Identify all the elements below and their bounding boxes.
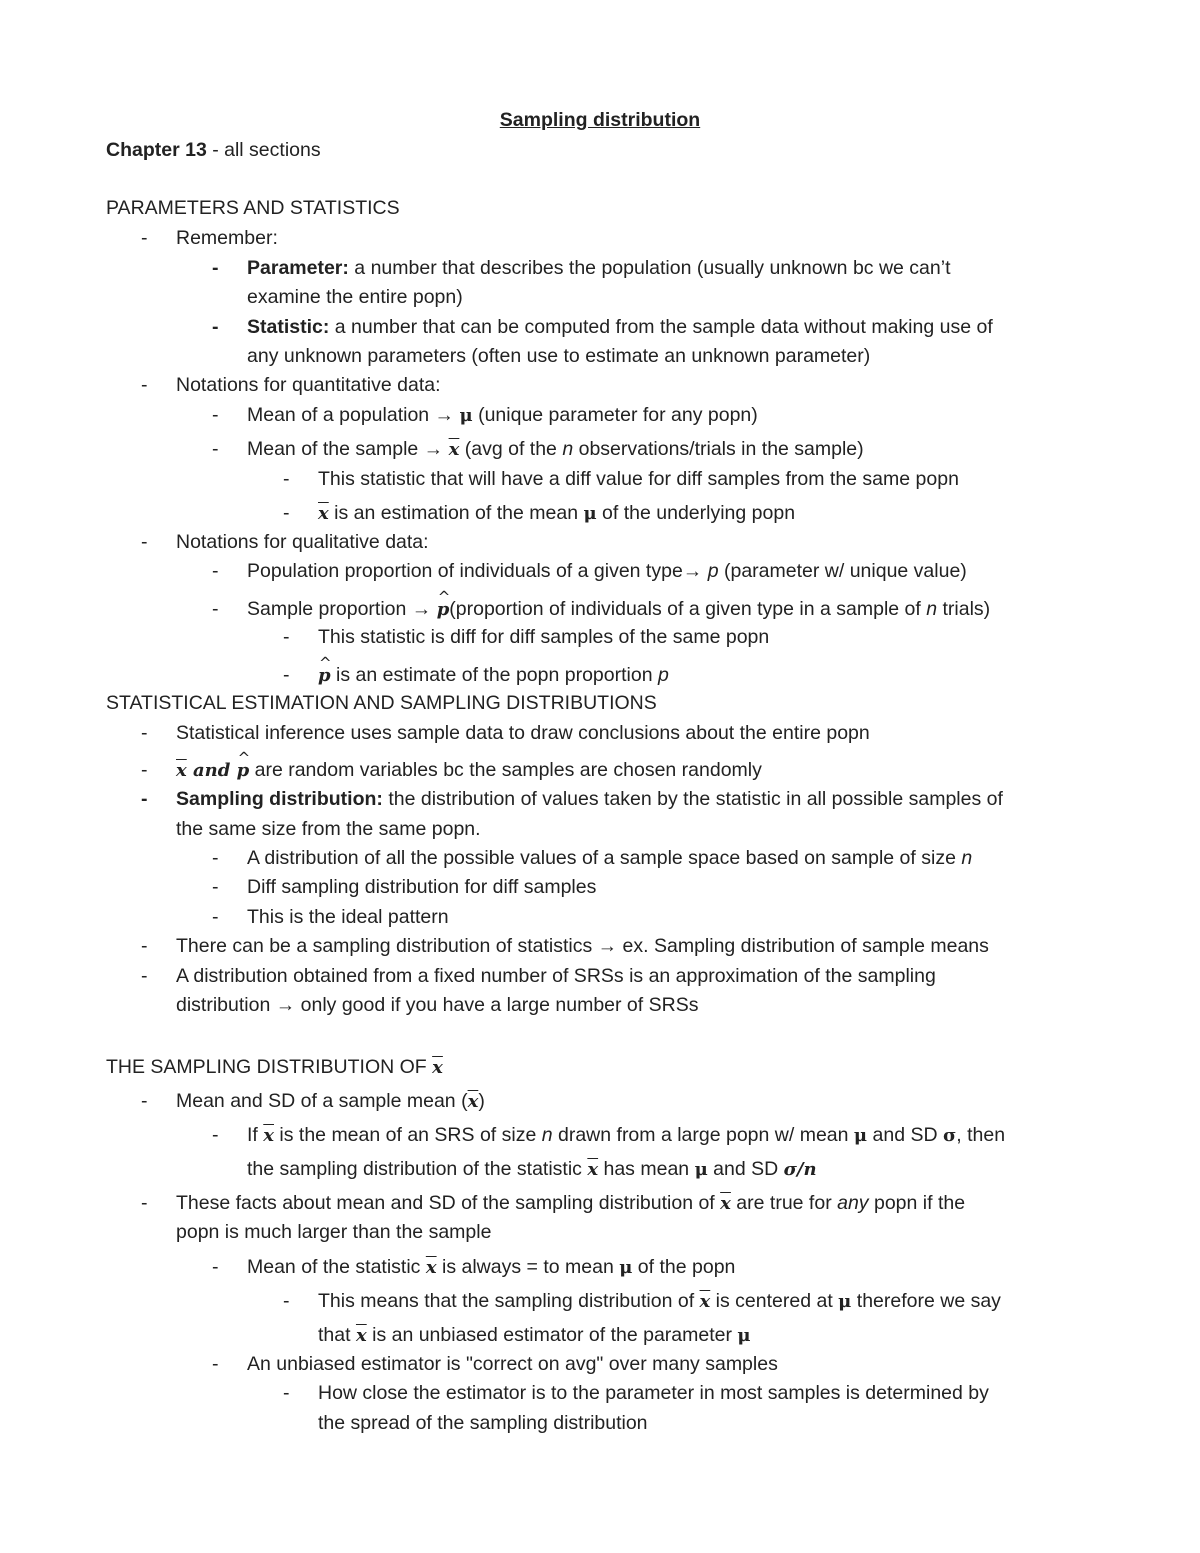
mu-symbol: μ — [737, 1325, 751, 1346]
text-diff-samples: Diff sampling distribution for diff samples — [247, 876, 597, 898]
text: and SD — [707, 1158, 784, 1180]
xbar-symbol: $\overline{x}$ — [263, 1125, 274, 1146]
bullet-dash: - — [212, 847, 219, 869]
text-there-can-be: There can be a sampling distribution of statistics → ex. Sampling distribution of sample means — [176, 935, 989, 957]
text: Mean of the sample → — [247, 438, 449, 460]
facts-line — [176, 1191, 965, 1216]
bullet-dash: - — [141, 1090, 148, 1112]
text: (parameter w/ unique value) — [718, 560, 967, 582]
text-how-close: How close the estimator is to the parameter in most samples is determined by — [318, 1382, 989, 1404]
text: A distribution of all the possible values of a sample space based on sample of size — [247, 847, 962, 869]
bullet-dash: - — [212, 1124, 219, 1146]
text: is centered at — [710, 1290, 839, 1312]
text-stat-diff-2: This statistic is diff for diff samples of the same popn — [318, 626, 770, 648]
text: ) — [478, 1090, 485, 1112]
text: Mean and SD of a sample mean ( — [176, 1090, 468, 1112]
n-symbol: n — [926, 598, 938, 620]
phat-symbol: ^ p — [437, 598, 450, 622]
sample-proportion-line — [247, 597, 990, 622]
mean-sd-line — [176, 1089, 485, 1114]
section-heading-xbar — [106, 1055, 443, 1080]
heading-text: THE SAMPLING DISTRIBUTION OF — [106, 1056, 433, 1078]
chapter-rest: - all sections — [206, 139, 321, 161]
text: Mean of the statistic — [247, 1256, 426, 1278]
bullet-dash: - — [212, 1353, 219, 1375]
text-remember: Remember: — [176, 227, 278, 249]
xbar-symbol: $\overline{x}$ — [699, 1291, 711, 1312]
xbar-symbol: $\overline{x}$ — [432, 1057, 443, 1078]
text: If — [247, 1124, 264, 1146]
bullet-dash: - — [212, 876, 219, 898]
text: are true for — [730, 1192, 838, 1214]
text: These facts about mean and SD of the sampling distribution of — [176, 1192, 721, 1214]
text: , then — [956, 1124, 1006, 1146]
phat-symbol: ^ p — [237, 759, 250, 783]
text: that — [318, 1324, 356, 1346]
text-qualitative: Notations for qualitative data: — [176, 531, 429, 553]
bullet-dash: - — [141, 374, 148, 396]
text-how-close-cont: the spread of the sampling distribution — [318, 1412, 648, 1434]
n-symbol: n — [961, 847, 973, 869]
if-srs-line — [247, 1123, 1005, 1148]
text-approximation: A distribution obtained from a fixed number of SRSs is an approximation of the sampling — [176, 965, 936, 987]
bullet-dash: - — [141, 1192, 148, 1214]
text-quantitative: Notations for quantitative data: — [176, 374, 441, 396]
n-symbol: n — [562, 438, 574, 460]
any-word: any — [837, 1192, 869, 1214]
text-stat-diff: This statistic that will have a diff value for diff samples from the same popn — [318, 468, 959, 490]
mu-symbol: μ — [583, 503, 597, 524]
text: is the mean of an SRS of size — [274, 1124, 542, 1146]
chapter-line — [106, 138, 321, 162]
phat-estimate-line — [318, 663, 669, 688]
bullet-dash: - — [283, 468, 290, 490]
and-word: and — [186, 760, 237, 781]
text: Mean of a population → — [247, 404, 460, 426]
text-approximation-cont: distribution → only good if you have a large number of SRSs — [176, 994, 699, 1016]
text: (unique parameter for any popn) — [472, 404, 758, 426]
bullet-dash: - — [141, 227, 148, 249]
mu-symbol: μ — [853, 1125, 868, 1146]
sampling-distribution-definition — [176, 787, 1003, 811]
xbar-estimation-line — [318, 501, 795, 526]
bullet-dash: - — [212, 598, 219, 620]
statistic-definition — [247, 315, 993, 339]
xbar-symbol: $\overline{x}$ — [176, 760, 187, 781]
population-proportion-line — [247, 559, 967, 583]
xbar-symbol: $\overline{x}$ — [318, 503, 329, 524]
n-symbol: n — [541, 1124, 553, 1146]
mu-symbol: μ — [694, 1159, 708, 1180]
unbiased-estimator-line — [318, 1323, 751, 1348]
xbar-symbol: $\overline{x}$ — [425, 1257, 437, 1278]
text: This means that the sampling distribution of — [318, 1290, 700, 1312]
text: is an estimate of the popn proportion — [330, 664, 658, 686]
mean-population-line — [247, 403, 758, 428]
xbar-symbol: $\overline{x}$ — [467, 1091, 479, 1112]
text: (avg of the — [459, 438, 563, 460]
text-inference: Statistical inference uses sample data to draw conclusions about the entire popn — [176, 722, 870, 744]
bullet-dash: - — [141, 531, 148, 553]
text: trials) — [937, 598, 991, 620]
statistic-label: Statistic: — [247, 316, 330, 338]
text: popn if the — [868, 1192, 966, 1214]
text: therefore we say — [851, 1290, 1001, 1312]
bullet-dash: - — [212, 560, 219, 582]
centered-line — [318, 1289, 1001, 1314]
parameter-text-cont: examine the entire popn) — [247, 286, 463, 308]
text: has mean — [598, 1158, 695, 1180]
text-unbiased: An unbiased estimator is "correct on avg" over many samples — [247, 1353, 778, 1375]
statistic-text-cont: any unknown parameters (often use to estimate an unknown parameter) — [247, 345, 871, 367]
bullet-dash: - — [212, 257, 219, 279]
text: drawn from a large popn w/ mean — [552, 1124, 854, 1146]
bullet-dash: - — [283, 1382, 290, 1404]
bullet-dash: - — [212, 404, 219, 426]
parameter-label: Parameter: — [247, 257, 349, 279]
distribution-all-line — [247, 846, 972, 870]
facts-line-cont: popn is much larger than the sample — [176, 1221, 492, 1243]
text: Population proportion of individuals of a given type→ — [247, 560, 708, 582]
p-symbol: p — [657, 664, 669, 686]
text: of the popn — [632, 1256, 736, 1278]
bullet-dash: - — [141, 965, 148, 987]
bullet-dash: - — [141, 788, 148, 810]
statistic-text: a number that can be computed from the sample data without making use of — [329, 316, 993, 338]
sampling-distribution-label: Sampling distribution: — [176, 788, 383, 810]
bullet-dash: - — [141, 759, 148, 781]
text: the sampling distribution of the statistic — [247, 1158, 588, 1180]
chapter-label: Chapter 13 — [106, 139, 207, 161]
random-variables-line — [176, 758, 762, 783]
mu-symbol: μ — [459, 405, 473, 426]
bullet-dash: - — [283, 626, 290, 648]
text: are random variables bc the samples are chosen randomly — [249, 759, 762, 781]
text: the distribution of values taken by the statistic in all possible samples of — [382, 788, 1003, 810]
text: (proportion of individuals of a given type in a sample of — [449, 598, 927, 620]
sigma-over-n-symbol: σ/n — [783, 1159, 817, 1180]
sampling-distribution-text-cont: the same size from the same popn. — [176, 818, 481, 840]
xbar-symbol: $\overline{x}$ — [720, 1193, 731, 1214]
bullet-dash: - — [212, 906, 219, 928]
text: is an unbiased estimator of the parameter — [366, 1324, 738, 1346]
bullet-dash: - — [212, 438, 219, 460]
text: Sample proportion → — [247, 598, 437, 620]
text: of the underlying popn — [596, 502, 796, 524]
xbar-symbol: $\overline{x}$ — [587, 1159, 599, 1180]
bullet-dash: - — [283, 1290, 290, 1312]
mean-sample-line — [247, 437, 864, 462]
page-title: Sampling distribution — [499, 109, 701, 131]
text: observations/trials in the sample) — [573, 438, 864, 460]
parameter-text: a number that describes the population (usually unknown bc we can’t — [348, 257, 951, 279]
bullet-dash: - — [283, 502, 290, 524]
xbar-symbol: $\overline{x}$ — [355, 1325, 367, 1346]
section-heading-parameters: PARAMETERS AND STATISTICS — [106, 197, 400, 219]
bullet-dash: - — [212, 316, 219, 338]
mu-symbol: μ — [619, 1257, 633, 1278]
sampling-dist-statistic-line — [247, 1157, 817, 1182]
bullet-dash: - — [283, 664, 290, 686]
text: is always = to mean — [436, 1256, 620, 1278]
section-heading-estimation: STATISTICAL ESTIMATION AND SAMPLING DISTRIBUTIONS — [106, 692, 657, 714]
text: and SD — [867, 1124, 943, 1146]
bullet-dash: - — [141, 935, 148, 957]
mean-statistic-line — [247, 1255, 735, 1280]
sigma-symbol: σ — [942, 1125, 957, 1146]
xbar-symbol: $\overline{x}$ — [448, 439, 460, 460]
mu-symbol: μ — [838, 1291, 852, 1312]
phat-symbol: ^ p — [318, 664, 331, 688]
bullet-dash: - — [141, 722, 148, 744]
p-symbol: p — [707, 560, 719, 582]
bullet-dash: - — [212, 1256, 219, 1278]
parameter-definition — [247, 256, 951, 280]
text: is an estimation of the mean — [328, 502, 584, 524]
text-ideal-pattern: This is the ideal pattern — [247, 906, 449, 928]
